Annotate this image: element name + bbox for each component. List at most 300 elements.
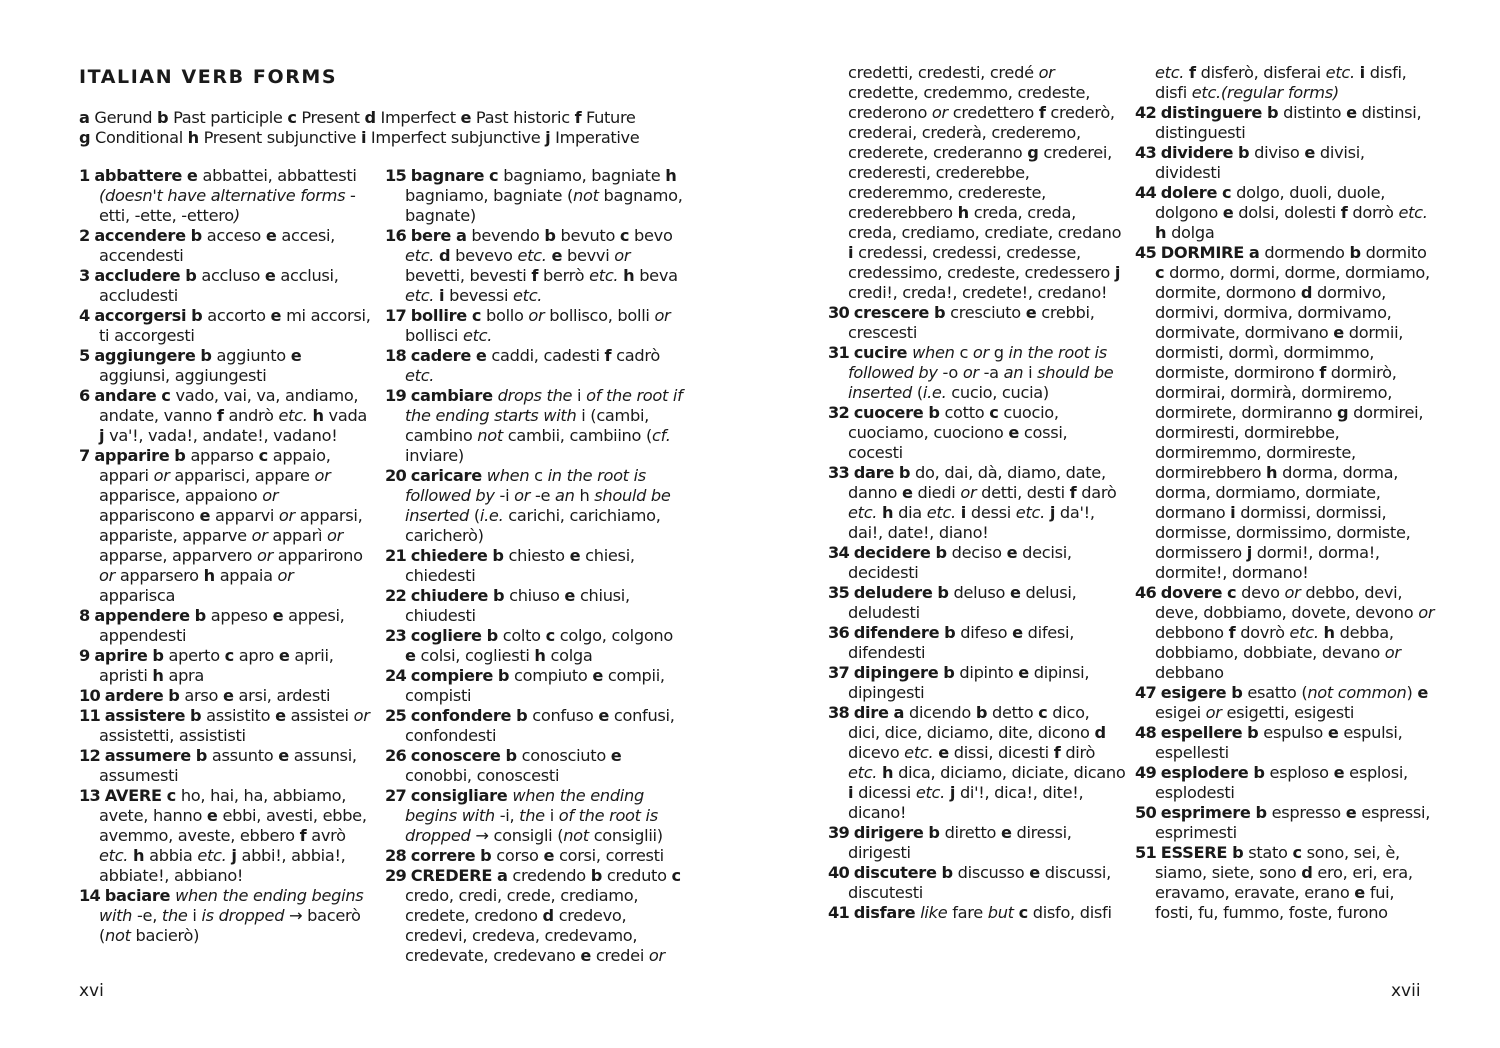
italic-note: etc. <box>915 783 945 802</box>
tense-letter: f <box>1228 623 1236 642</box>
entry-text: chiesto <box>503 546 570 565</box>
page-title: ITALIAN VERB FORMS <box>79 66 338 88</box>
verb-headword: apparire <box>94 446 170 465</box>
tense-letter: e <box>592 666 604 685</box>
tense-letter: i <box>360 128 367 147</box>
entry-text: bevvi <box>562 246 615 265</box>
verb-entry <box>385 706 685 746</box>
tense-letter: e <box>1006 543 1018 562</box>
entry-text: ho, hai, ha, abbiamo, avete, hanno <box>99 786 347 825</box>
italic-note: etc. <box>1015 503 1045 522</box>
tense-letter: e <box>199 506 211 525</box>
italic-note: or <box>1384 643 1401 662</box>
entry-number: 11 <box>79 706 105 725</box>
italic-note: in the root is followed by <box>405 466 646 505</box>
entry-number: 19 <box>385 386 411 405</box>
verb-headword: dare <box>853 463 895 482</box>
tense-letter: b <box>941 863 953 882</box>
entry-text: i <box>544 806 559 825</box>
tense-letter: b <box>937 583 949 602</box>
tense-letter: e <box>222 686 234 705</box>
verb-headword: difendere <box>853 623 940 642</box>
italic-note: or <box>514 486 531 505</box>
verb-headword: caricare <box>410 466 482 485</box>
tense-letter: b <box>590 866 602 885</box>
italic-note: or <box>327 526 343 545</box>
italic-note: etc. <box>1398 203 1428 222</box>
tense-letter: b <box>152 646 164 665</box>
verb-entry-continued <box>828 63 1126 303</box>
entry-number: 18 <box>385 346 411 365</box>
tense-letter: b <box>516 706 528 725</box>
entry-text: deciso <box>946 543 1007 562</box>
tense-letter: e <box>270 306 282 325</box>
verb-headword: CREDERE <box>410 866 493 885</box>
verb-headword: cambiare <box>410 386 493 405</box>
verb-entry-continued <box>1135 63 1435 103</box>
tense-letter: e <box>1012 623 1023 642</box>
tense-letter: e <box>1327 723 1339 742</box>
italic-note: or <box>614 246 631 265</box>
entry-text: -etti, -ette, -ettero <box>99 186 356 225</box>
tense-letter: e <box>543 846 555 865</box>
verb-headword: chiudere <box>410 586 489 605</box>
entry-number: 33 <box>828 463 854 482</box>
entry-text: esplosi, esplodesti <box>1155 763 1408 802</box>
entry-text: i <box>1023 363 1038 382</box>
entry-text: crederò, crederai, crederà, crederemo, crederete, crederanno <box>848 103 1115 162</box>
tense-letter: e <box>569 546 581 565</box>
tense-letter: f <box>1189 63 1196 82</box>
entry-number: 28 <box>385 846 411 865</box>
tense-letter: c <box>1292 843 1302 862</box>
tense-letter: i <box>1359 63 1365 82</box>
italic-note: should be inserted <box>405 486 671 525</box>
entry-text: appesi, appendesti <box>99 606 345 645</box>
entry-text: assistito <box>201 706 276 725</box>
tense-letter: h <box>623 266 635 285</box>
verb-entry <box>79 746 374 786</box>
entry-text: bacierò) <box>130 926 200 945</box>
tense-letter: j <box>545 128 551 147</box>
entry-text: apparì <box>267 526 328 545</box>
entry-text: apparso <box>185 446 259 465</box>
entry-number: 49 <box>1135 763 1161 782</box>
verb-entry <box>828 303 1126 343</box>
entry-number: 6 <box>79 386 95 405</box>
tense-letter: h <box>534 646 546 665</box>
italic-note: or <box>1284 583 1301 602</box>
verb-entry <box>79 646 374 686</box>
italic-note: an <box>1003 363 1024 382</box>
entry-text: h <box>574 486 595 505</box>
verb-headword: AVERE <box>104 786 162 805</box>
entry-text: dica, diciamo, diciate, dicano <box>893 763 1126 782</box>
entry-text: diressi, dirigesti <box>848 823 1072 862</box>
entry-text: Imperative <box>550 128 640 147</box>
entry-text: bagniamo, bagniate ( <box>405 186 574 205</box>
entry-number: 27 <box>385 786 411 805</box>
verb-entry <box>828 623 1126 663</box>
tense-letter: a <box>1248 243 1260 262</box>
italic-note: etc. <box>197 846 227 865</box>
verb-entry <box>79 606 374 646</box>
tense-letter: e <box>475 346 487 365</box>
verb-entry <box>385 786 685 846</box>
entry-text: credo, credi, crede, crediamo, credete, credono <box>405 886 639 925</box>
tense-letter: e <box>460 108 472 127</box>
tense-letter: e <box>1417 683 1429 702</box>
verb-headword: ardere <box>104 686 164 705</box>
tense-letter: c <box>989 403 999 422</box>
tense-letter: b <box>928 823 940 842</box>
entry-text: dorma, dorma, dorma, dormiamo, dormiate, dormano <box>1155 463 1399 522</box>
entry-text: crederei, crederesti, crederebbe, crederemmo, credereste, crederebbero <box>848 143 1112 222</box>
verb-entry <box>79 226 374 266</box>
italic-note: like <box>920 903 948 922</box>
tense-letter: e <box>1354 883 1365 902</box>
tense-letter: e <box>610 746 622 765</box>
entry-text: bollo <box>481 306 529 325</box>
tense-letter: a <box>455 226 467 245</box>
tense-letter: e <box>1304 143 1316 162</box>
verb-entry <box>828 343 1126 403</box>
entry-text: appariscono <box>99 506 200 525</box>
entry-number: 12 <box>79 746 105 765</box>
entry-text: apparisca <box>99 586 176 605</box>
entry-text: creda, creda, creda, crediamo, crediate, credano <box>848 203 1122 242</box>
tense-letter: e <box>278 746 289 765</box>
entry-number: 17 <box>385 306 411 325</box>
verb-entry <box>828 583 1126 623</box>
verb-headword: assumere <box>104 746 191 765</box>
entry-number: 14 <box>79 886 105 905</box>
entry-text: decisi, decidesti <box>848 543 1072 582</box>
tense-letter: f <box>531 266 539 285</box>
italic-note: or <box>262 486 279 505</box>
entry-text: abbattei, abbattesti <box>197 166 357 185</box>
entry-text: dipinsi, dipingesti <box>848 663 1090 702</box>
entry-text: acceso <box>201 226 266 245</box>
verb-headword: decidere <box>853 543 931 562</box>
italic-note: or <box>153 466 170 485</box>
entry-text: aperto <box>163 646 225 665</box>
tense-letter: f <box>1069 483 1077 502</box>
entry-text: credendo <box>507 866 591 885</box>
verb-headword: bere <box>410 226 452 245</box>
italic-note: or <box>314 466 331 485</box>
entry-text: dia <box>893 503 927 522</box>
entry-text: abbia <box>144 846 198 865</box>
entry-text: → bacerò ( <box>99 906 361 945</box>
tense-letter: i <box>848 243 854 262</box>
italic-note: when the ending begins with <box>99 886 364 925</box>
entry-text: dirò <box>1060 743 1096 762</box>
tense-letter: b <box>935 543 947 562</box>
entry-text: i (cambi, cambino <box>405 406 650 445</box>
tense-letter: j <box>949 783 956 802</box>
entry-text: distinto <box>1278 103 1347 122</box>
entry-text: deluso <box>948 583 1010 602</box>
tense-letter: e <box>1000 823 1012 842</box>
entry-number: 13 <box>79 786 105 805</box>
tense-letter: b <box>1247 723 1259 742</box>
tense-letter: b <box>497 666 510 685</box>
entry-text: -e <box>530 486 555 505</box>
verb-entry <box>79 266 374 306</box>
verb-entry <box>828 823 1126 863</box>
tense-letter: b <box>195 746 208 765</box>
page-number-left: xvi <box>79 981 104 1001</box>
tense-letter: e <box>1222 203 1234 222</box>
verb-entry <box>828 543 1126 583</box>
verb-entry <box>1135 103 1435 143</box>
entry-text: assunsi, assumesti <box>99 746 357 785</box>
entry-text: dicevo <box>848 743 905 762</box>
tense-letter: b <box>1253 763 1265 782</box>
entry-text: dicendo <box>904 703 976 722</box>
verb-entry <box>385 226 685 306</box>
tense-letter: g <box>1027 143 1039 162</box>
verb-headword: cogliere <box>410 626 482 645</box>
tense-letter: b <box>194 606 206 625</box>
italic-note: or <box>1205 703 1222 722</box>
verb-headword: crescere <box>853 303 930 322</box>
tense-letter: e <box>264 266 276 285</box>
tense-letter: h <box>1155 223 1167 242</box>
entry-text: arsi, ardesti <box>233 686 331 705</box>
italic-note: drops the <box>497 386 573 405</box>
verb-headword: cucire <box>853 343 908 362</box>
entry-text: chiusi, chiudesti <box>405 586 630 625</box>
tense-letter: c <box>545 626 555 645</box>
entry-text: Imperfect <box>375 108 461 127</box>
entry-text: cambii, cambiino ( <box>502 426 652 445</box>
entry-text: stato <box>1243 843 1293 862</box>
italic-note: or <box>528 306 545 325</box>
tense-letter: f <box>216 406 224 425</box>
entry-text: i <box>187 906 202 925</box>
italic-note: or <box>1418 603 1435 622</box>
entry-text: cadrò <box>611 346 660 365</box>
entry-number: 36 <box>828 623 854 642</box>
entry-text: cotto <box>939 403 990 422</box>
tense-key-line <box>79 108 639 128</box>
entry-text: conosciuto <box>516 746 611 765</box>
tense-letter: c <box>1155 263 1165 282</box>
entry-number: 29 <box>385 866 411 885</box>
verb-entry <box>385 846 685 866</box>
tense-letter: b <box>1266 103 1279 122</box>
entry-number: 34 <box>828 543 854 562</box>
tense-letter: b <box>480 846 492 865</box>
entry-number: 23 <box>385 626 411 645</box>
entry-text: diretto <box>939 823 1001 842</box>
entry-text: debbano <box>1155 663 1224 682</box>
entry-text: bevendo <box>466 226 545 245</box>
tense-letter: i <box>960 503 966 522</box>
entry-text: dorrò <box>1347 203 1399 222</box>
tense-letter: h <box>1266 463 1278 482</box>
tense-letter: h <box>957 203 969 222</box>
entry-text: dico, dici, dice, diciamo, dite, dicono <box>848 703 1095 742</box>
italic-note: or <box>648 946 665 965</box>
entry-text: corso <box>491 846 544 865</box>
entry-text: compiuto <box>509 666 593 685</box>
entry-number: 48 <box>1135 723 1161 742</box>
italic-note: etc. <box>517 246 547 265</box>
verb-headword: correre <box>410 846 476 865</box>
entry-number: 31 <box>828 343 854 362</box>
italic-note: or <box>960 483 977 502</box>
italic-note: not <box>105 926 131 945</box>
verb-headword: dividere <box>1160 143 1234 162</box>
entry-text: compii, compisti <box>405 666 665 705</box>
tense-letter: b <box>933 303 946 322</box>
entry-text: esigetti, esigesti <box>1221 703 1355 722</box>
entry-text: carichi, carichiamo, caricherò) <box>405 506 661 545</box>
entry-text: g <box>988 343 1009 362</box>
tense-letter: g <box>79 128 91 147</box>
verb-headword: aggiungere <box>94 346 196 365</box>
entry-text: bevessi <box>444 286 513 305</box>
italic-note: of the root is dropped <box>405 806 658 845</box>
entry-number: 43 <box>1135 143 1161 162</box>
italic-note: etc. <box>405 366 435 385</box>
entry-text: assistetti, assististi <box>99 726 246 745</box>
entry-text: bollisco, bolli <box>544 306 655 325</box>
tense-letter: e <box>265 226 277 245</box>
entry-text: bevetti, bevesti <box>405 266 532 285</box>
entry-number: 41 <box>828 903 854 922</box>
tense-letter: e <box>1345 803 1357 822</box>
entry-text: diviso <box>1249 143 1305 162</box>
entry-number: 44 <box>1135 183 1161 202</box>
entry-number: 32 <box>828 403 854 422</box>
italic-note: or <box>972 343 989 362</box>
verb-headword: esprimere <box>1160 803 1251 822</box>
verb-headword: compiere <box>410 666 494 685</box>
entry-number: 1 <box>79 166 95 185</box>
entry-number: 42 <box>1135 103 1161 122</box>
entry-text: -i, <box>494 806 520 825</box>
tense-letter: e <box>1029 863 1040 882</box>
entry-text: dipinto <box>954 663 1019 682</box>
entry-number: 46 <box>1135 583 1161 602</box>
tense-letter: j <box>1049 503 1056 522</box>
entry-number: 40 <box>828 863 854 882</box>
tense-letter: h <box>203 566 215 585</box>
italic-note: when <box>912 343 955 362</box>
entry-text: dormivo, dormivi, dormiva, dormivamo, dormivate, dormivano <box>1155 283 1392 342</box>
entry-text: discusso <box>952 863 1030 882</box>
italic-note: not <box>573 186 599 205</box>
verb-entry <box>385 346 685 386</box>
verb-headword: accludere <box>94 266 181 285</box>
italic-note: should be inserted <box>848 363 1114 402</box>
entry-text: conobbi, conoscesti <box>405 766 560 785</box>
entry-text: aggiunsi, aggiungesti <box>99 366 267 385</box>
entry-text: fui, fosti, fu, fummo, foste, furono <box>1155 883 1395 922</box>
verb-entry <box>828 663 1126 703</box>
tense-letter: c <box>671 866 681 885</box>
entry-text: -o <box>937 363 963 382</box>
entry-column-4 <box>1135 63 1435 923</box>
entry-text: bevuto <box>555 226 620 245</box>
entry-text: ) <box>1406 683 1418 702</box>
tense-letter: j <box>1246 543 1252 562</box>
entry-text: debbo, devi, deve, dobbiamo, dovete, devono <box>1155 583 1419 622</box>
entry-text: credettero <box>947 103 1039 122</box>
entry-text: cresciuto <box>945 303 1026 322</box>
entry-text: accluso <box>196 266 265 285</box>
tense-letter: f <box>299 826 307 845</box>
italic-note: etc. <box>99 846 129 865</box>
entry-column-3 <box>828 63 1126 923</box>
entry-text: devo <box>1236 583 1285 602</box>
entry-text: chiuso <box>504 586 565 605</box>
entry-number: 30 <box>828 303 854 322</box>
italic-note: etc. <box>405 286 435 305</box>
entry-text: -e, <box>132 906 162 925</box>
entry-text: esploso <box>1264 763 1334 782</box>
tense-letter: b <box>975 703 988 722</box>
entry-text: -i <box>494 486 515 505</box>
verb-entry <box>1135 683 1435 723</box>
italic-note: not <box>563 826 589 845</box>
entry-text: c <box>954 343 973 362</box>
entry-text: bollisci <box>405 326 463 345</box>
entry-text: diedi <box>912 483 961 502</box>
entry-text: ero, eri, era, eravamo, eravate, erano <box>1155 863 1413 902</box>
tense-letter: c <box>619 226 630 245</box>
entry-text: crebbi, crescesti <box>848 303 1095 342</box>
entry-text: ( <box>912 383 923 402</box>
verb-entry <box>385 546 685 586</box>
entry-text: dolga <box>1166 223 1215 242</box>
italic-note: (doesn't have alternative forms <box>99 186 346 205</box>
italic-note: ) <box>233 206 240 225</box>
italic-note: but <box>987 903 1014 922</box>
entry-text: mi accorsi, ti accorgesti <box>99 306 371 345</box>
entry-text: appaia <box>214 566 278 585</box>
entry-text: darò <box>1076 483 1117 502</box>
entry-text: Present <box>296 108 365 127</box>
italic-note: etc. <box>513 286 543 305</box>
tense-letter: f <box>1340 203 1348 222</box>
verb-headword: dipingere <box>853 663 939 682</box>
tense-letter: e <box>1009 583 1021 602</box>
verb-entry <box>79 386 374 446</box>
verb-entry <box>828 863 1126 903</box>
entry-text: aprii, apristi <box>99 646 334 685</box>
entry-text: assunto <box>207 746 279 765</box>
entry-text: va'!, vada!, andate!, vadano! <box>104 426 338 445</box>
tense-letter: h <box>882 503 894 522</box>
entry-text: credevo, credevi, credeva, credevamo, credevate, credevano <box>405 906 638 965</box>
entry-text: Imperfect subjunctive <box>366 128 546 147</box>
tense-letter: b <box>185 266 197 285</box>
verb-entry <box>79 306 374 346</box>
entry-text: Conditional <box>90 128 188 147</box>
entry-number: 5 <box>79 346 95 365</box>
entry-text: colgo, colgono <box>554 626 673 645</box>
tense-letter: f <box>1319 363 1326 382</box>
entry-number: 25 <box>385 706 411 725</box>
tense-letter: b <box>944 623 956 642</box>
tense-letter: b <box>1238 143 1250 162</box>
tense-letter: c <box>489 166 499 185</box>
